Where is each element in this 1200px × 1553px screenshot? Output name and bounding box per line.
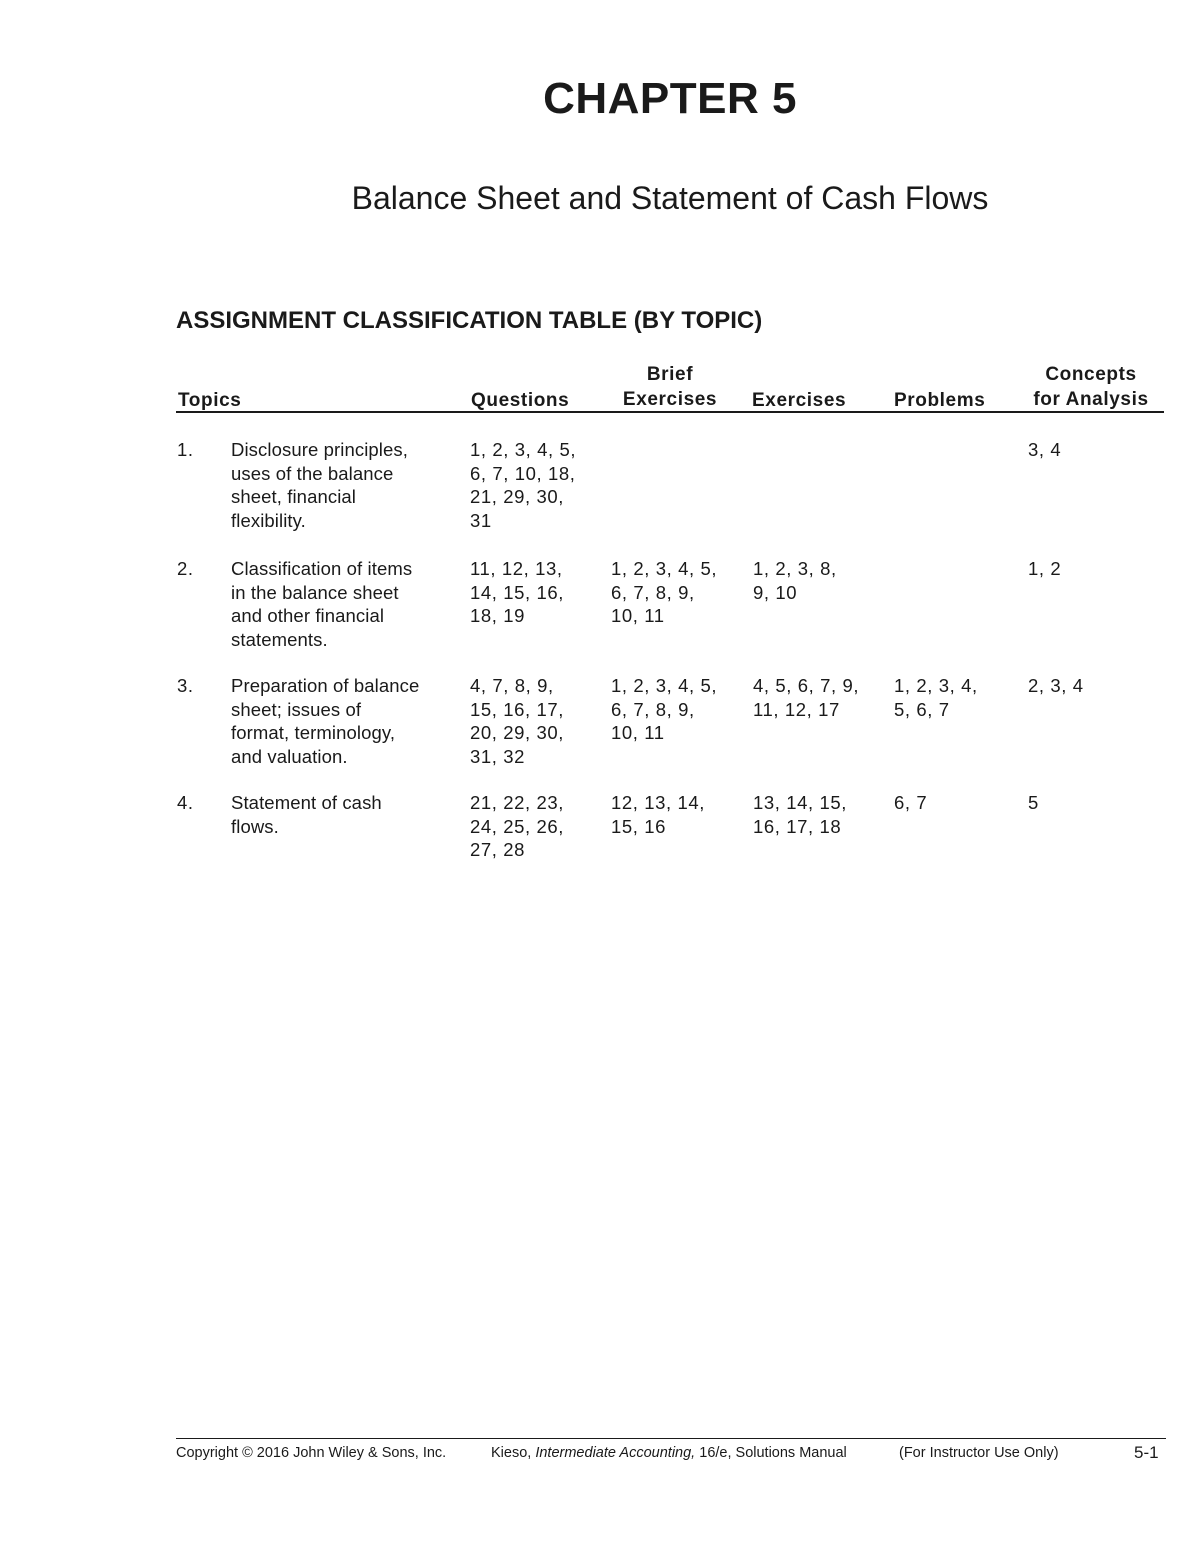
footer-usage-note: (For Instructor Use Only) bbox=[899, 1445, 1059, 1461]
header-brief-exercises-line1: Brief bbox=[646, 364, 694, 385]
header-concepts-line2: for Analysis bbox=[1033, 389, 1149, 410]
row-exercises: 1, 2, 3, 8, 9, 10 bbox=[753, 558, 837, 603]
page-number: 5-1 bbox=[1134, 1443, 1159, 1462]
row-questions: 1, 2, 3, 4, 5, 6, 7, 10, 18, 21, 29, 30, 31 bbox=[470, 439, 577, 531]
header-exercises: Exercises bbox=[752, 390, 847, 411]
row-concepts: 1, 2 bbox=[1028, 558, 1062, 579]
header-problems: Problems bbox=[894, 390, 986, 411]
row-brief-exercises: 12, 13, 14, 15, 16 bbox=[611, 792, 706, 837]
section-heading: ASSIGNMENT CLASSIFICATION TABLE (BY TOPIC) bbox=[176, 307, 763, 334]
footer-book-title: Intermediate Accounting, bbox=[535, 1445, 696, 1461]
header-topics: Topics bbox=[178, 390, 242, 411]
header-questions: Questions bbox=[471, 390, 570, 411]
row-concepts: 3, 4 bbox=[1028, 439, 1062, 460]
header-concepts-line1: Concepts bbox=[1045, 364, 1137, 385]
footer-edition: 16/e, Solutions Manual bbox=[699, 1445, 847, 1461]
row-number: 4. bbox=[177, 792, 194, 813]
row-concepts: 2, 3, 4 bbox=[1028, 675, 1084, 696]
header-rule bbox=[176, 411, 1164, 413]
row-topic: Statement of cash flows. bbox=[231, 792, 382, 837]
footer-copyright: Copyright © 2016 John Wiley & Sons, Inc. bbox=[176, 1445, 447, 1461]
row-number: 2. bbox=[177, 558, 194, 579]
row-problems: 1, 2, 3, 4, 5, 6, 7 bbox=[894, 675, 978, 720]
row-number: 3. bbox=[177, 675, 194, 696]
row-questions: 4, 7, 8, 9, 15, 16, 17, 20, 29, 30, 31, 32 bbox=[470, 675, 565, 767]
header-brief-exercises bbox=[606, 362, 734, 412]
row-problems: 6, 7 bbox=[894, 792, 928, 813]
chapter-subtitle: Balance Sheet and Statement of Cash Flows bbox=[351, 180, 989, 216]
row-concepts: 5 bbox=[1028, 792, 1039, 813]
row-number: 1. bbox=[177, 439, 194, 460]
row-questions: 21, 22, 23, 24, 25, 26, 27, 28 bbox=[470, 792, 565, 860]
row-exercises: 13, 14, 15, 16, 17, 18 bbox=[753, 792, 848, 837]
footer-author: Kieso, bbox=[491, 1445, 532, 1461]
chapter-title: CHAPTER 5 bbox=[543, 74, 797, 123]
row-topic: Preparation of balance sheet; issues of format, terminology, and valuation. bbox=[231, 675, 420, 767]
footer-rule bbox=[176, 1438, 1166, 1439]
row-questions: 11, 12, 13, 14, 15, 16, 18, 19 bbox=[470, 558, 565, 626]
row-brief-exercises: 1, 2, 3, 4, 5, 6, 7, 8, 9, 10, 11 bbox=[611, 675, 718, 743]
row-brief-exercises: 1, 2, 3, 4, 5, 6, 7, 8, 9, 10, 11 bbox=[611, 558, 718, 626]
header-concepts bbox=[1026, 362, 1156, 412]
footer-book-citation bbox=[491, 1445, 847, 1461]
row-exercises: 4, 5, 6, 7, 9, 11, 12, 17 bbox=[753, 675, 860, 720]
row-topic: Classification of items in the balance sheet and other financial statements. bbox=[231, 558, 413, 650]
row-topic: Disclosure principles, uses of the balance sheet, financial flexibility. bbox=[231, 439, 408, 531]
header-brief-exercises-line2: Exercises bbox=[622, 389, 718, 410]
